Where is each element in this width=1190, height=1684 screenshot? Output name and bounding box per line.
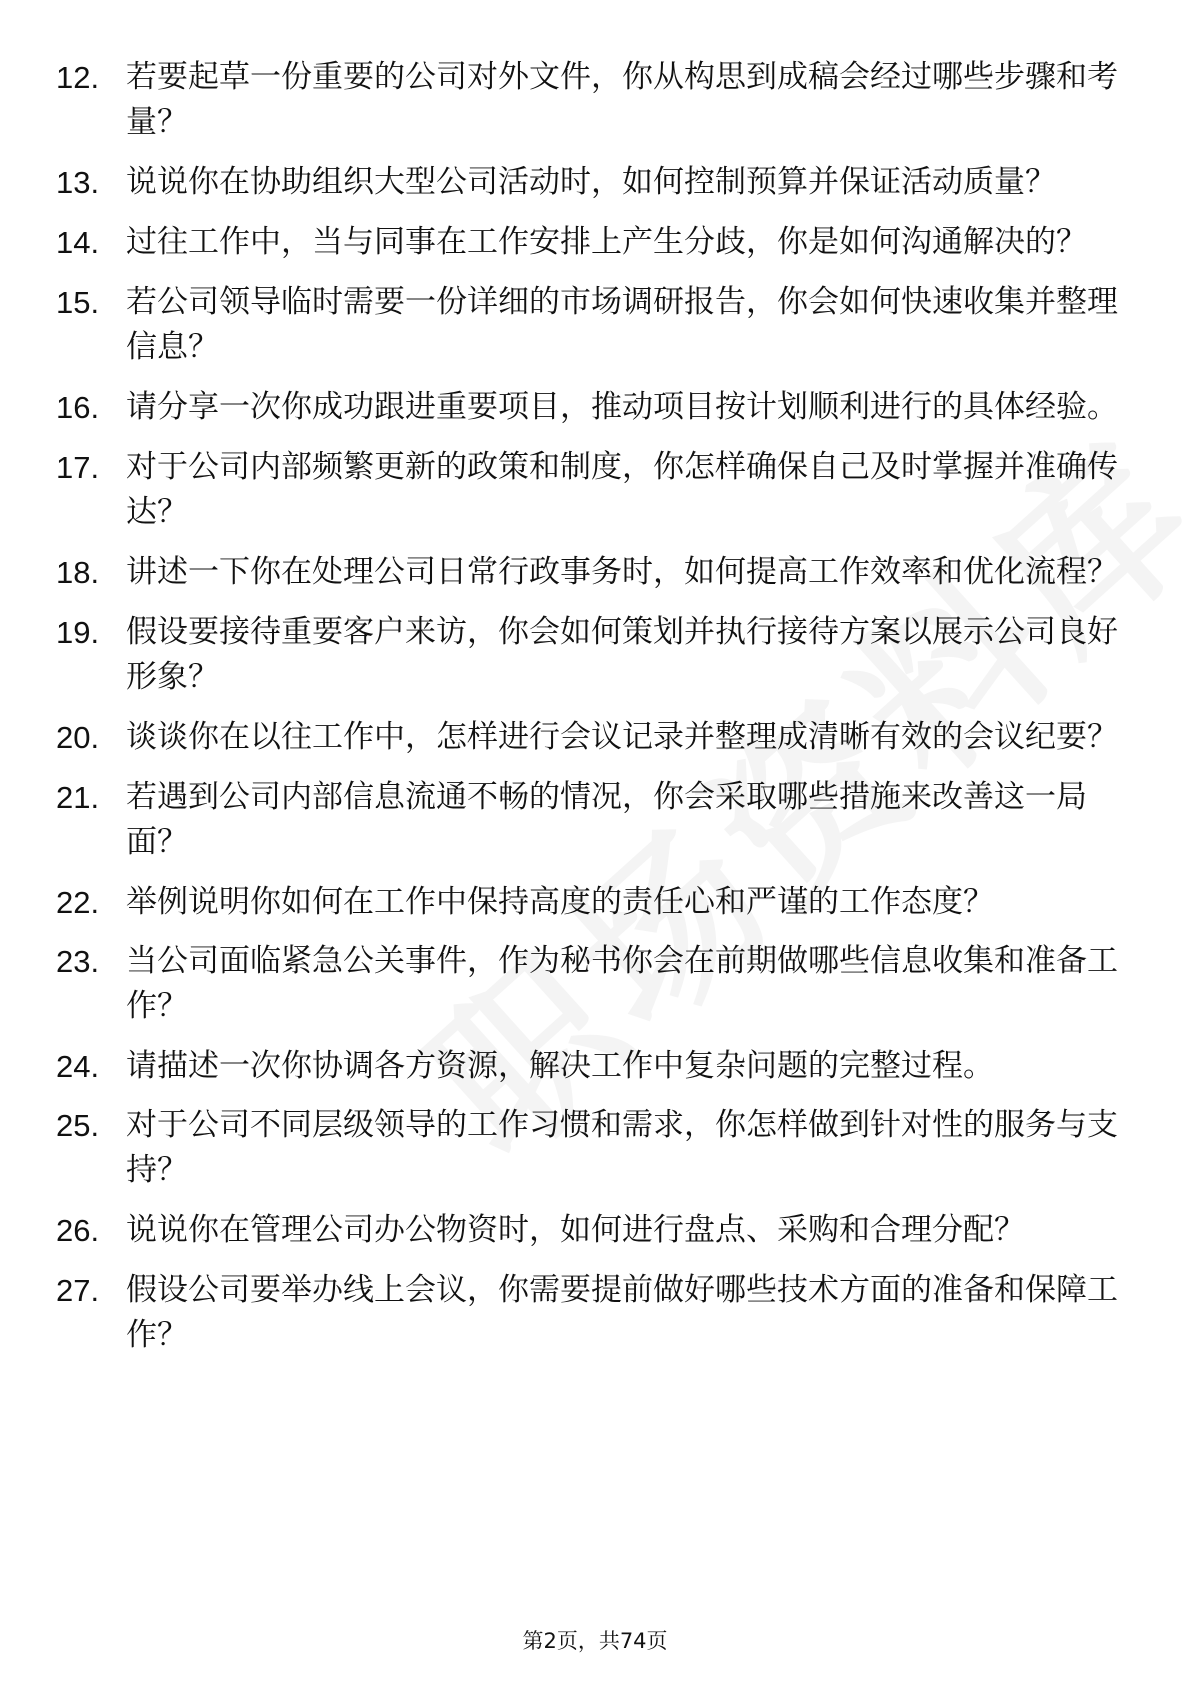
question-number: 26. [56, 1213, 100, 1248]
question-item [56, 445, 1136, 535]
question-item [56, 1268, 1136, 1358]
question-text: 对于公司不同层级领导的工作习惯和需求，你怎样做到针对性的服务与支持？ [126, 1107, 1118, 1188]
question-number: 27. [56, 1273, 100, 1308]
question-item [56, 880, 1136, 925]
question-text: 过往工作中，当与同事在工作安排上产生分歧，你是如何沟通解决的？ [126, 224, 1087, 260]
question-text: 举例说明你如何在工作中保持高度的责任心和严谨的工作态度？ [126, 884, 994, 920]
question-number: 12. [56, 60, 100, 95]
question-text: 假设要接待重要客户来访，你会如何策划并执行接待方案以展示公司良好形象？ [126, 614, 1118, 695]
question-text: 说说你在管理公司办公物资时，如何进行盘点、采购和合理分配？ [126, 1212, 1025, 1248]
question-number: 16. [56, 390, 100, 425]
question-number: 21. [56, 780, 100, 815]
question-item [56, 775, 1136, 865]
question-number: 23. [56, 944, 100, 979]
question-item [56, 280, 1136, 370]
question-number: 22. [56, 885, 100, 920]
question-number: 19. [56, 615, 100, 650]
question-text: 若公司领导临时需要一份详细的市场调研报告，你会如何快速收集并整理信息？ [126, 284, 1118, 365]
question-number: 17. [56, 450, 100, 485]
question-number: 24. [56, 1049, 100, 1084]
page-footer: 第2页，共74页 [522, 1629, 668, 1653]
question-text: 谈谈你在以往工作中，怎样进行会议记录并整理成清晰有效的会议纪要？ [126, 719, 1118, 755]
question-text: 请描述一次你协调各方资源，解决工作中复杂问题的完整过程。 [126, 1048, 994, 1084]
question-number: 20. [56, 720, 100, 755]
question-number: 13. [56, 165, 100, 200]
question-item [56, 385, 1136, 430]
question-item [56, 220, 1136, 265]
question-text: 请分享一次你成功跟进重要项目，推动项目按计划顺利进行的具体经验。 [126, 389, 1118, 425]
question-item [56, 939, 1136, 1029]
question-text: 讲述一下你在处理公司日常行政事务时，如何提高工作效率和优化流程？ [126, 554, 1118, 590]
question-item [56, 1044, 1136, 1089]
question-text: 若遇到公司内部信息流通不畅的情况，你会采取哪些措施来改善这一局面？ [126, 779, 1087, 860]
question-text: 若要起草一份重要的公司对外文件，你从构思到成稿会经过哪些步骤和考量？ [126, 59, 1118, 140]
question-item [56, 160, 1136, 205]
question-text: 假设公司要举办线上会议，你需要提前做好哪些技术方面的准备和保障工作？ [126, 1272, 1118, 1353]
question-item [56, 715, 1136, 760]
question-number: 14. [56, 225, 100, 260]
question-text: 说说你在协助组织大型公司活动时，如何控制预算并保证活动质量？ [126, 164, 1056, 200]
question-number: 15. [56, 285, 100, 320]
question-list [56, 55, 1136, 1373]
question-item [56, 550, 1136, 595]
question-item [56, 1103, 1136, 1193]
question-number: 18. [56, 555, 100, 590]
question-item [56, 610, 1136, 700]
question-number: 25. [56, 1108, 100, 1143]
question-item [56, 55, 1136, 145]
question-item [56, 1208, 1136, 1253]
question-text: 当公司面临紧急公关事件，作为秘书你会在前期做哪些信息收集和准备工作？ [126, 943, 1118, 1024]
question-text: 对于公司内部频繁更新的政策和制度，你怎样确保自己及时掌握并准确传达？ [126, 449, 1118, 530]
